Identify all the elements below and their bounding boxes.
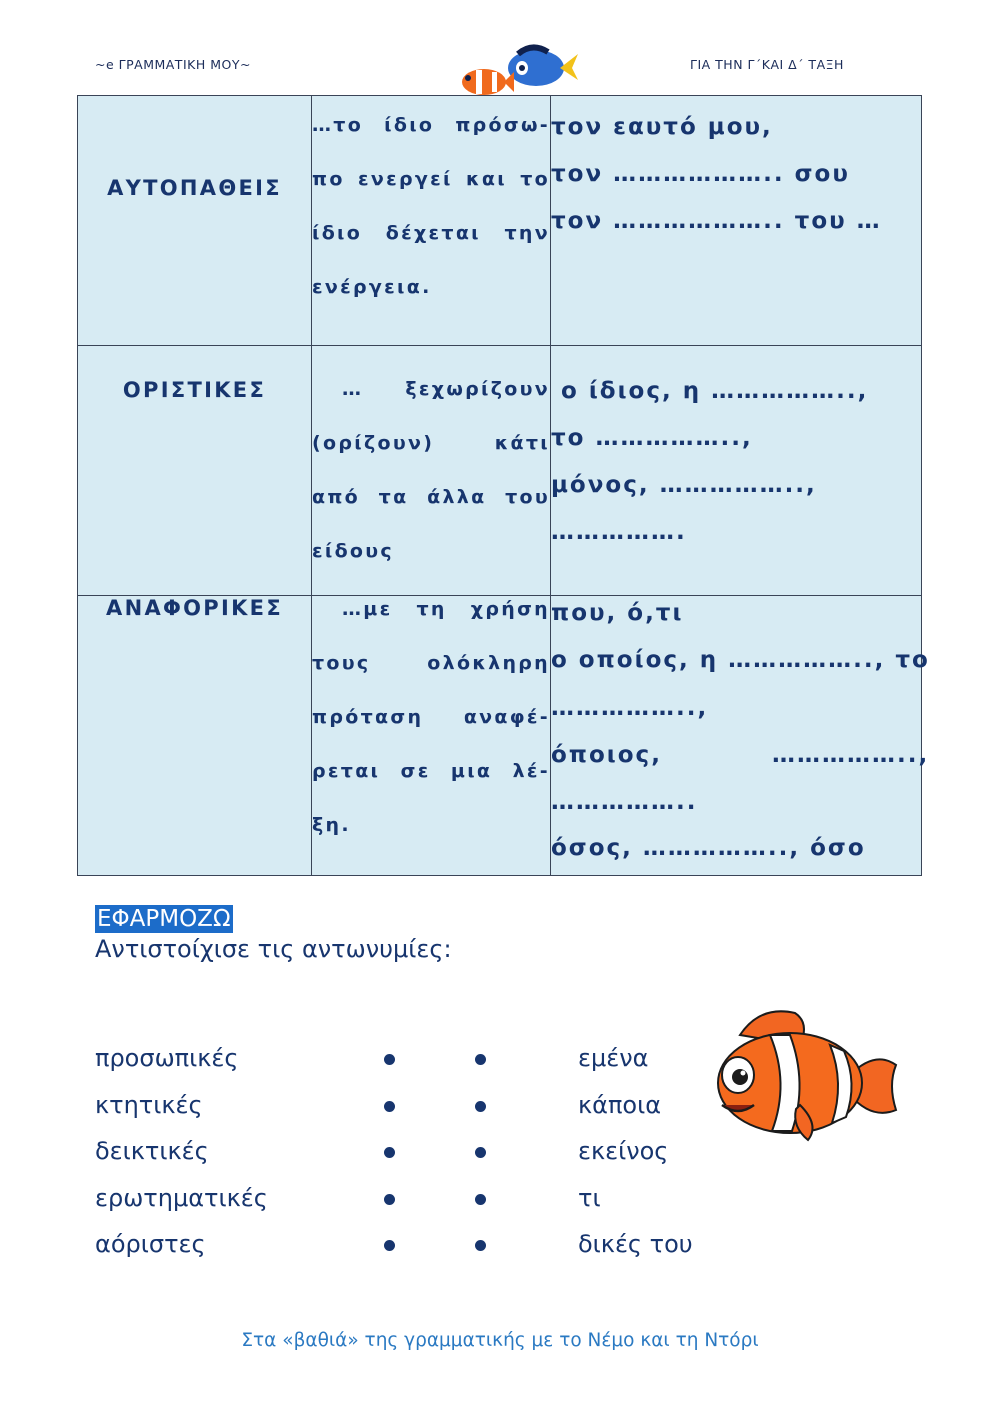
left-match-dot[interactable]: [384, 1194, 395, 1205]
definition-text: …με τη χρήση τους ολόκληρη πρόταση αναφέ-ρεται σε μια λέ-ξη.: [312, 598, 550, 836]
example-line: όποιος, ……………..,: [551, 742, 930, 768]
right-match-dot[interactable]: [475, 1101, 486, 1112]
example-line: τον εαυτό μου,: [551, 114, 773, 140]
header-right-grade: ΓΙΑ ΤΗΝ Γ΄ΚΑΙ Δ΄ ΤΑΞΗ: [690, 57, 844, 72]
example-line: όσος, …………….., όσο: [551, 835, 866, 861]
category-label: ΑΥΤΟΠΑΘΕΙΣ: [107, 176, 282, 200]
right-term: εμένα: [578, 1044, 649, 1072]
example-line: ……………..,: [551, 695, 709, 721]
exercise-title: ΕΦΑΡΜΟΖΩ: [97, 906, 231, 932]
category-cell: [78, 346, 312, 596]
left-term: ερωτηματικές: [95, 1184, 268, 1212]
example-line: ο οποίος, η …………….., το: [551, 647, 930, 673]
definition-cell: [312, 346, 551, 596]
pronoun-table: [77, 95, 930, 876]
category-cell: [78, 596, 312, 876]
footer-caption: Στα «βαθιά» της γραμματικής με το Νέμο και τη Ντόρι: [241, 1330, 759, 1351]
examples-cell: [551, 346, 922, 596]
header-left-title: ~e ΓΡΑΜΜΑΤΙΚΗ ΜΟΥ~: [95, 57, 251, 72]
table-row: [78, 96, 922, 346]
definition-text: … ξεχωρίζουν (ορίζουν) κάτι από τα άλλα του είδους: [312, 378, 550, 562]
example-line: το ……………..,: [551, 425, 753, 451]
example-line: ο ίδιος, η ……………..,: [551, 378, 869, 404]
nemo-clownfish-illustration: [700, 1005, 900, 1150]
definition-cell: [312, 596, 551, 876]
definition-text: …το ίδιο πρόσω-πο ενεργεί και το ίδιο δέχεται την ενέργεια.: [312, 114, 550, 298]
left-term: αόριστες: [95, 1230, 206, 1258]
right-match-dot[interactable]: [475, 1240, 486, 1251]
right-match-dot[interactable]: [475, 1054, 486, 1065]
right-term: κάποια: [578, 1091, 662, 1119]
exercise-instruction: Αντιστοίχισε τις αντωνυμίες:: [95, 935, 452, 963]
left-match-dot[interactable]: [384, 1240, 395, 1251]
left-match-dot[interactable]: [384, 1147, 395, 1158]
example-line: μόνος, ……………..,: [551, 472, 817, 498]
left-term: προσωπικές: [95, 1044, 239, 1072]
table-row: [78, 596, 922, 876]
right-term: εκείνος: [578, 1137, 669, 1165]
example-line: τον ……………….. του …: [551, 208, 882, 234]
nemo-dory-header-icon: [456, 44, 580, 96]
example-line: τον ……………….. σου: [551, 161, 850, 187]
right-term: δικές του: [578, 1230, 693, 1258]
category-label: ΟΡΙΣΤΙΚΕΣ: [122, 378, 267, 402]
left-term: κτητικές: [95, 1091, 203, 1119]
category-label: ΑΝΑΦΟΡΙΚΕΣ: [106, 596, 283, 620]
left-match-dot[interactable]: [384, 1101, 395, 1112]
example-line: …………….: [551, 519, 687, 545]
examples-cell: [551, 96, 922, 346]
example-line: ……………..: [551, 789, 698, 815]
table-row: [78, 346, 922, 596]
category-cell: [78, 96, 312, 346]
right-match-dot[interactable]: [475, 1147, 486, 1158]
left-term: δεικτικές: [95, 1137, 209, 1165]
example-line: που, ό,τι: [551, 600, 684, 626]
right-match-dot[interactable]: [475, 1194, 486, 1205]
left-match-dot[interactable]: [384, 1054, 395, 1065]
definition-cell: [312, 96, 551, 346]
examples-cell: [551, 596, 930, 876]
right-term: τι: [578, 1184, 601, 1212]
